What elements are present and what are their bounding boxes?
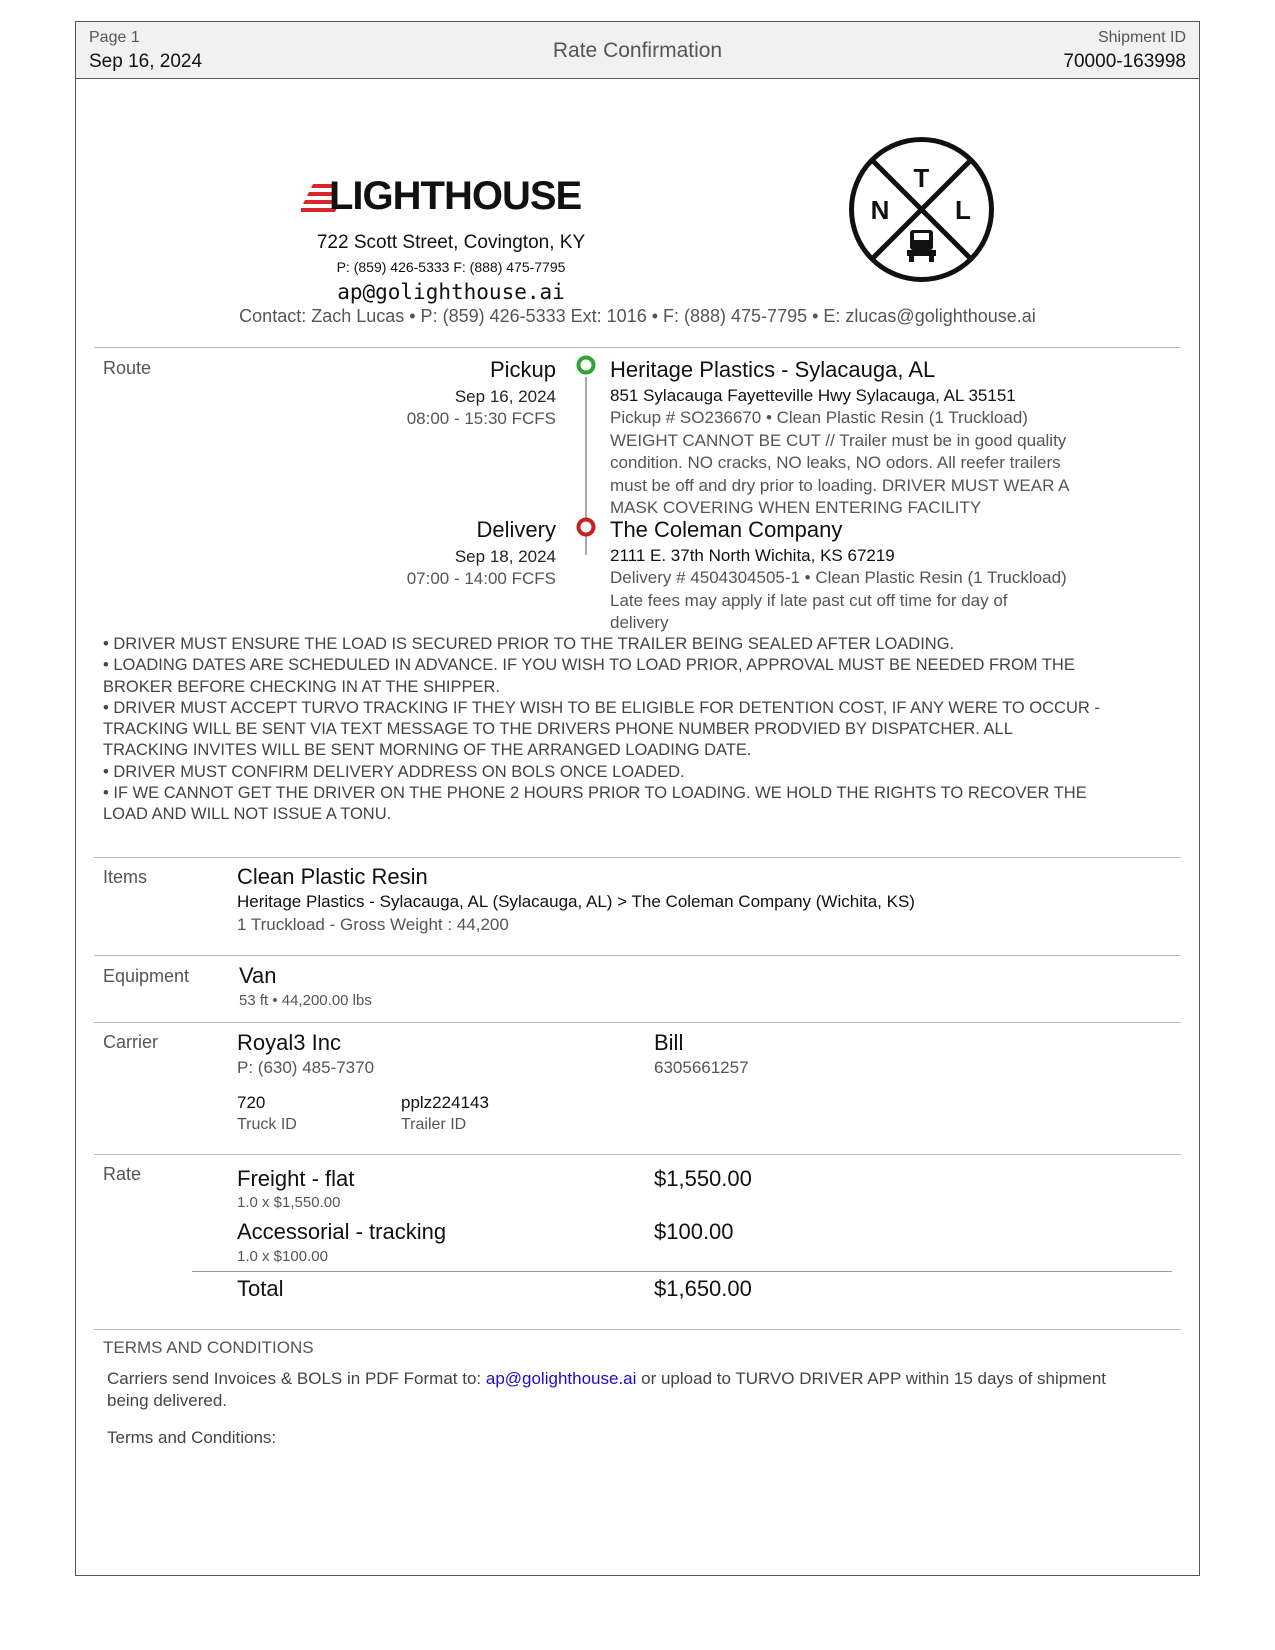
shipment-id-label: Shipment ID xyxy=(1097,29,1186,46)
rate-line-calculation: 1.0 x $100.00 xyxy=(237,1248,328,1265)
instruction-line: LOAD AND WILL NOT ISSUE A TONU. xyxy=(103,805,392,824)
rate-confirmation-document xyxy=(75,21,1200,1576)
delivery-note-line: Late fees may apply if late past cut off time for day of xyxy=(610,590,1008,610)
rate-line-calculation: 1.0 x $1,550.00 xyxy=(237,1194,341,1211)
driver-instructions xyxy=(103,634,1113,826)
broker-phone-fax: P: (859) 426-5333 F: (888) 475-7795 xyxy=(336,259,566,275)
route-label: Route xyxy=(103,358,152,378)
broker-address: 722 Scott Street, Covington, KY xyxy=(316,232,586,253)
pickup-window: 08:00 - 15:30 FCFS xyxy=(406,409,556,428)
section-divider xyxy=(94,347,1181,348)
item-name: Clean Plastic Resin xyxy=(237,864,428,889)
rate-line-amount: $1,550.00 xyxy=(654,1166,752,1191)
section-divider xyxy=(94,1154,1181,1155)
delivery-schedule xyxy=(407,517,556,589)
broker-email: ap@golighthouse.ai xyxy=(337,280,565,304)
delivery-note-line: delivery xyxy=(610,613,669,632)
pickup-title: Pickup xyxy=(489,357,556,382)
pickup-note-line: must be off and dry prior to loading. DRIVER MUST WEAR A xyxy=(610,475,1070,495)
delivery-window: 07:00 - 14:00 FCFS xyxy=(406,569,556,588)
delivery-facility-name: The Coleman Company xyxy=(610,517,843,542)
instruction-line: • DRIVER MUST ACCEPT TURVO TRACKING IF THEY WISH TO BE ELIGIBLE FOR DETENTION COST, IF ANY WERE TO OCCUR - xyxy=(103,698,1100,717)
instruction-line: • DRIVER MUST CONFIRM DELIVERY ADDRESS ON BOLS ONCE LOADED. xyxy=(103,762,685,781)
terms-and-conditions-label: Terms and Conditions: xyxy=(107,1428,277,1447)
ntl-letter-l: L xyxy=(955,195,971,225)
rate-line-description: Freight - flat xyxy=(237,1166,355,1191)
terms-body xyxy=(107,1368,1117,1412)
delivery-notes xyxy=(610,567,1110,635)
pickup-note-line: Pickup # SO236670 • Clean Plastic Resin (1 Truckload) xyxy=(610,408,1028,427)
shipment-id-value: 70000-163998 xyxy=(1063,51,1186,72)
items-label: Items xyxy=(103,867,148,887)
truck-id-value: 720 xyxy=(237,1093,266,1112)
header-date: Sep 16, 2024 xyxy=(89,51,203,72)
delivery-title: Delivery xyxy=(476,517,556,542)
pickup-note-line: WEIGHT CANNOT BE CUT // Trailer must be in good quality xyxy=(610,430,1067,450)
instruction-line: BROKER BEFORE CHECKING IN AT THE SHIPPER. xyxy=(103,677,500,696)
carrier-label: Carrier xyxy=(103,1032,159,1052)
pickup-facility-name: Heritage Plastics - Sylacauga, AL xyxy=(610,357,936,382)
pickup-marker-icon xyxy=(576,355,596,375)
broker-contact-line: Contact: Zach Lucas • P: (859) 426-5333 Ext: 1016 • F: (888) 475-7795 • E: zlucas@golighthouse.ai xyxy=(239,306,1036,326)
rate-line-description: Accessorial - tracking xyxy=(237,1219,447,1244)
instruction-line: TRACKING INVITES WILL BE SENT MORNING OF THE ARRANGED LOADING DATE. xyxy=(103,741,752,760)
item-route: Heritage Plastics - Sylacauga, AL (Sylacauga, AL) > The Coleman Company (Wichita, KS) xyxy=(237,892,915,911)
item-weight: 1 Truckload - Gross Weight : 44,200 xyxy=(237,915,509,934)
instruction-line: • IF WE CANNOT GET THE DRIVER ON THE PHONE 2 HOURS PRIOR TO LOADING. WE HOLD THE RIGHTS TO RECOVER THE xyxy=(103,784,1087,803)
ntl-letter-n: N xyxy=(870,195,890,225)
total-divider xyxy=(192,1271,1172,1272)
section-divider xyxy=(94,1329,1181,1330)
section-divider xyxy=(94,955,1181,956)
document-header xyxy=(76,22,1199,79)
truck-icon xyxy=(907,230,936,262)
instruction-line: • LOADING DATES ARE SCHEDULED IN ADVANCE. IF YOU WISH TO LOAD PRIOR, APPROVAL MUST BE NEEDED FROM THE xyxy=(103,656,1075,675)
broker-logo-mark xyxy=(301,174,601,222)
pickup-notes xyxy=(610,407,1110,520)
page-number: Page 1 xyxy=(89,29,140,46)
broker-brand-name: LIGHTHOUSE xyxy=(329,174,582,218)
rate-line-amount: $100.00 xyxy=(654,1219,734,1244)
terms-title: TERMS AND CONDITIONS xyxy=(103,1338,314,1357)
pickup-details xyxy=(610,357,1110,520)
driver-phone: 6305661257 xyxy=(654,1058,749,1077)
total-label: Total xyxy=(237,1276,284,1301)
carrier-phone: P: (630) 485-7370 xyxy=(237,1058,375,1077)
section-divider xyxy=(94,857,1181,858)
delivery-address: 2111 E. 37th North Wichita, KS 67219 xyxy=(610,546,895,565)
equipment-label: Equipment xyxy=(103,966,190,986)
ntl-letter-t: T xyxy=(913,163,930,193)
section-divider xyxy=(94,1022,1181,1023)
trailer-id-label: Trailer ID xyxy=(401,1116,467,1133)
delivery-note-line: Delivery # 4504304505-1 • Clean Plastic Resin (1 Truckload) xyxy=(610,568,1067,587)
driver-name: Bill xyxy=(654,1030,684,1055)
pickup-date: Sep 16, 2024 xyxy=(454,387,556,406)
delivery-date: Sep 18, 2024 xyxy=(454,547,556,566)
instruction-line: TRACKING WILL BE SENT VIA TEXT MESSAGE TO THE DRIVERS PHONE NUMBER PRODVIED BY DISPATCHER. ALL xyxy=(103,720,1013,739)
truck-id-label: Truck ID xyxy=(237,1116,297,1133)
instruction-line: • DRIVER MUST ENSURE THE LOAD IS SECURED PRIOR TO THE TRAILER BEING SEALED AFTER LOADING. xyxy=(103,635,955,653)
total-amount: $1,650.00 xyxy=(654,1276,752,1301)
delivery-details xyxy=(610,517,1110,635)
pickup-note-line: condition. NO cracks, NO leaks, NO odors. All reefer trailers xyxy=(610,453,1061,472)
terms-text: Carriers send Invoices & BOLS in PDF Format to: xyxy=(107,1369,486,1388)
invoice-email-link[interactable]: ap@golighthouse.ai xyxy=(485,1369,637,1388)
document-title: Rate Confirmation xyxy=(552,39,723,62)
pickup-schedule xyxy=(407,357,556,429)
terms-text: or upload to TURVO DRIVER APP within 15 days of shipment being delivered. xyxy=(107,1369,1107,1410)
rate-label: Rate xyxy=(103,1164,142,1184)
trailer-id-value: pplz224143 xyxy=(401,1093,489,1112)
delivery-marker-icon xyxy=(576,517,596,537)
ntl-logo xyxy=(844,132,999,287)
pickup-address: 851 Sylacauga Fayetteville Hwy Sylacauga, AL 35151 xyxy=(610,386,1016,405)
equipment-type: Van xyxy=(239,963,277,988)
carrier-name: Royal3 Inc xyxy=(237,1030,341,1055)
equipment-spec: 53 ft • 44,200.00 lbs xyxy=(239,992,372,1009)
pickup-note-line: MASK COVERING WHEN ENTERING FACILITY xyxy=(610,498,982,517)
